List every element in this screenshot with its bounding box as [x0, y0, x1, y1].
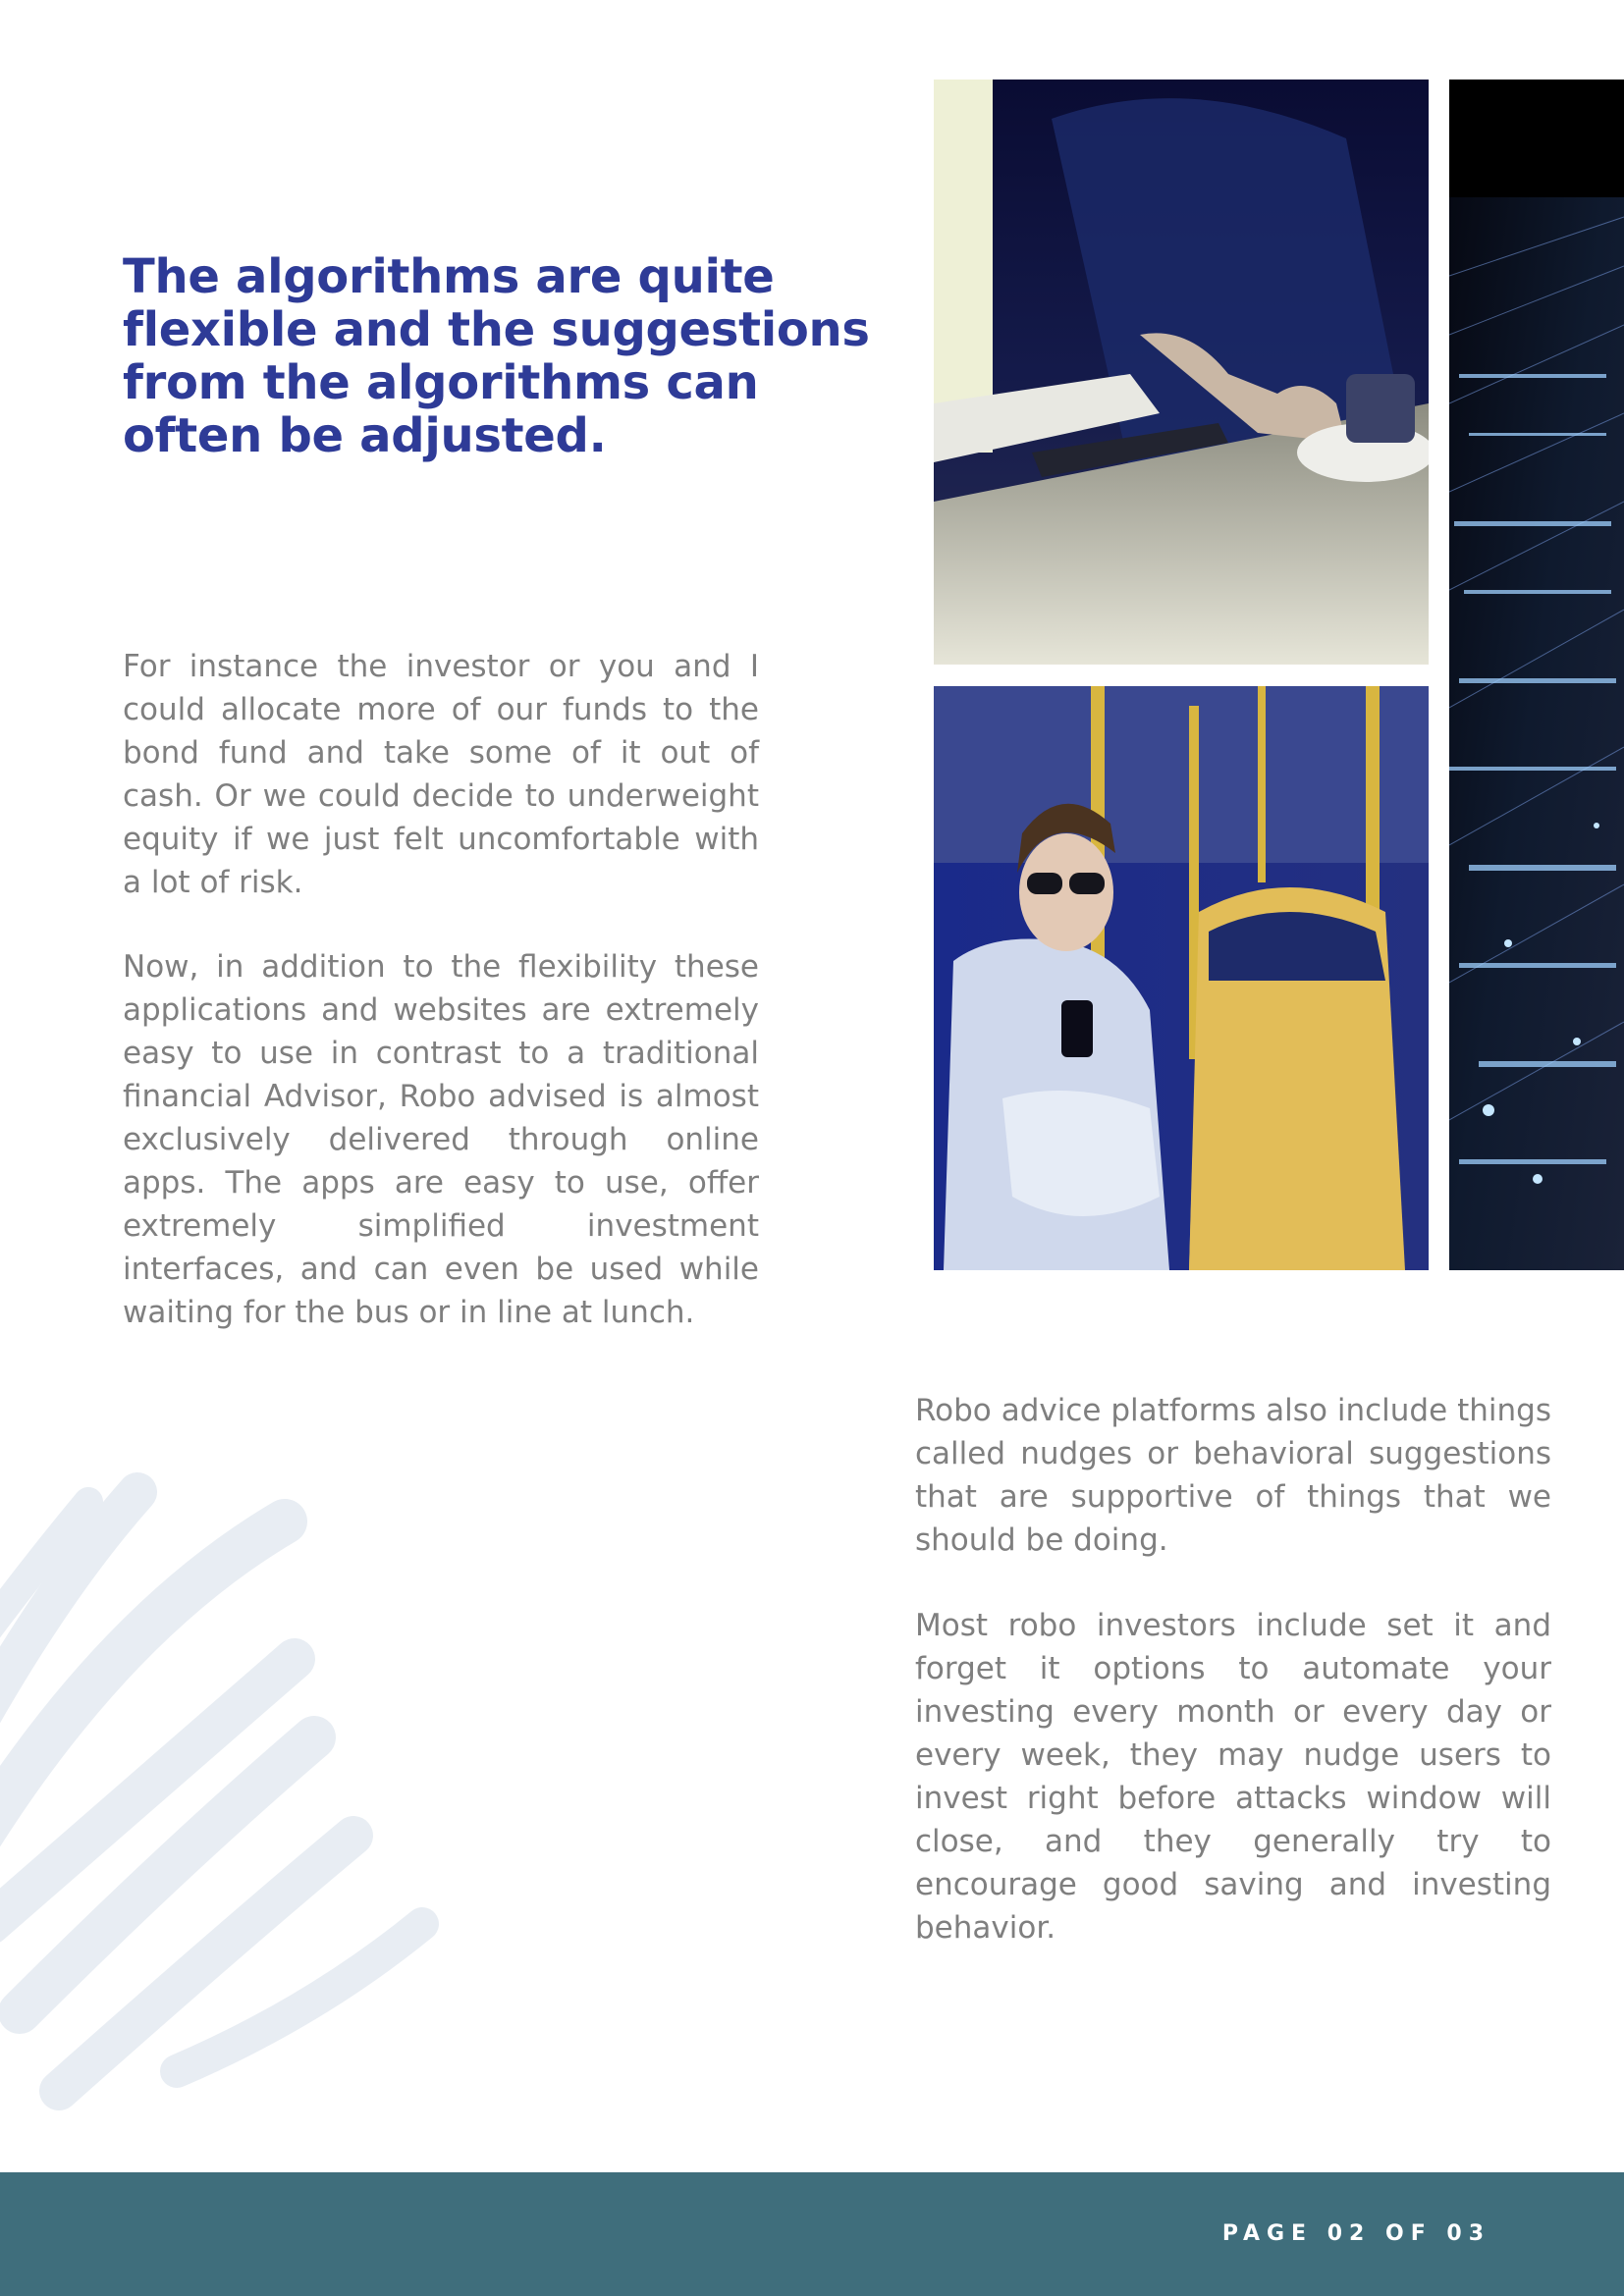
paragraph-automation: Most robo investors include set it and forget it options to automate your investing every month or every day or every week, they may nudge users to invest right before attacks window will close, and they generally try to encourage good saving and investing behavior.	[915, 1608, 1551, 1946]
photo-woman-bus	[934, 686, 1429, 1270]
paragraph-flexibility: For instance the investor or you and I could allocate more of our funds to the bond fund and take some of it out of cash. Or we could decide to underweight equity if we just felt uncomfortable with a lot of risk.	[123, 649, 759, 900]
page-footer	[0, 2172, 1624, 2296]
paragraph-ease-of-use: Now, in addition to the flexibility these applications and websites are extremely easy to use in contrast to a traditional financial Advisor, Robo advised is almost exclusively delivered through online apps. The apps are easy to use, offer extremely simplified investment interfaces, and can even be used while waiting for the bus or in line at lunch.	[123, 949, 759, 1330]
page-headline: The algorithms are quite flexible and the suggestions from the algorithms can often be adjusted.	[123, 249, 870, 463]
page-indicator: PAGE 02 OF 03	[1221, 2221, 1490, 2246]
photo-phone-desk	[934, 80, 1429, 665]
photo-data-abstract	[1449, 80, 1624, 1270]
paragraph-nudges: Robo advice platforms also include things called nudges or behavioral suggestions that are supportive of things that we should be doing.	[915, 1393, 1551, 1558]
decorative-scribble	[0, 1463, 452, 2110]
